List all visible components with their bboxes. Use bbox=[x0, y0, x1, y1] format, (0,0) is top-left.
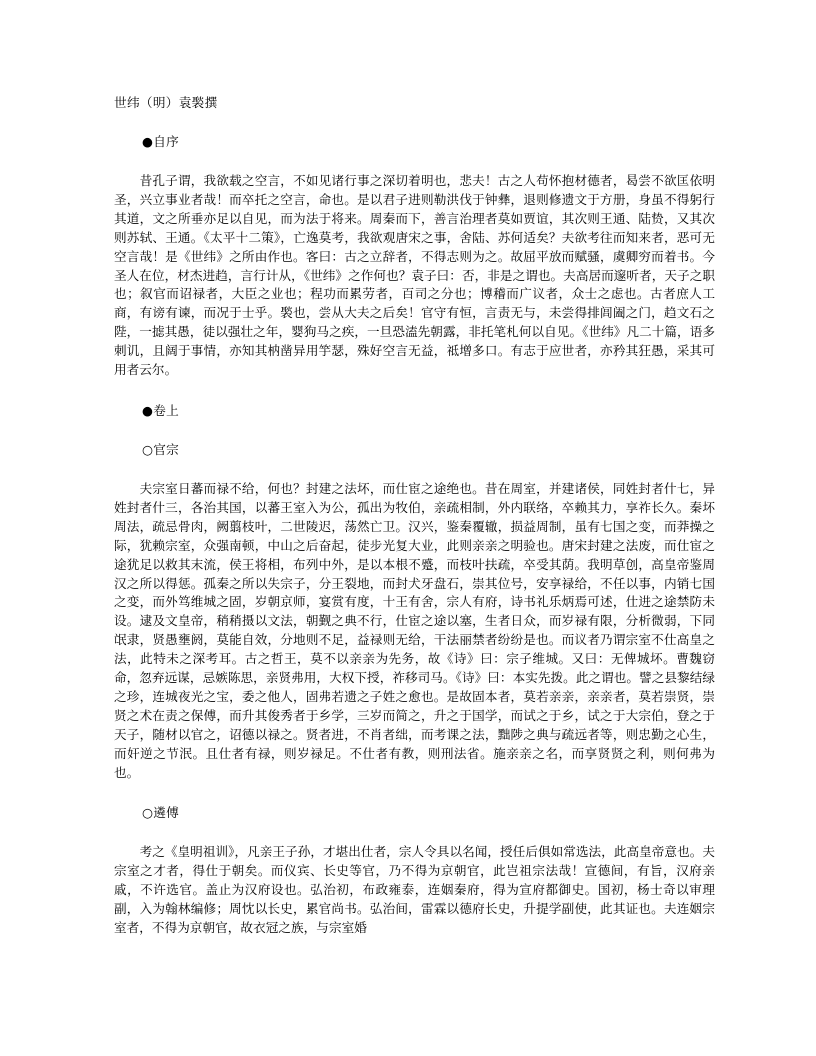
spacer bbox=[114, 822, 715, 843]
document-body bbox=[114, 93, 715, 938]
section-heading-linfu: ○遴傅 bbox=[142, 805, 180, 821]
spacer bbox=[114, 380, 715, 401]
section-heading-volume-upper: ●卷上 bbox=[142, 402, 180, 418]
page-title: 世纬（明）袁褧撰 bbox=[114, 95, 218, 110]
paragraph-guanzong-1: 夫宗室日蕃而禄不给，何也？封建之法坏，而仕宦之途绝也。昔在周室，并建诸侯，同姓封者什七，异姓封者什三，各治其国，以蕃王室入为公，孤出为牧伯，亲疏相制，外内联络，卒赖其力，享祚长久。秦坏周法，疏忌骨肉，阙翦枝叶，二世陵迟，荡然亡卫。汉兴，鉴秦覆辙，损益周制，虽有七国之变，而莽操之际，犹赖宗室，众强南顿，中山之后奋起，徒步光复大业，此则亲亲之明验也。唐宋封建之法废，而仕宦之途犹足以救其末流，侯王将相，布列中外，是以本根不蹙，而枝叶扶疏，卒受其荫。我明草创，高皇帝鉴周汉之所以得惩。孤秦之所以失宗子，分王裂地，而封犬牙盘石，崇其位号，安享禄给，不任以事，内销七国之变，而外笃维城之固，岁朝京师，宴赏有度，十王有舍，宗人有府，诗书礼乐炳焉可述，仕进之途禁防未设。逮及文皇帝，稍稍摄以文法，朝觐之典不行，仕宦之途以塞，生者日众，而岁禄有限，分析微弱，下同氓隶，贤愚壅阏，莫能自效，分地则不足，益禄则无给，干法丽禁者纷纷是也。而议者乃谓宗室不仕高皇之法，此特未之深考耳。古之哲王，莫不以亲亲为先务，故《诗》曰：宗子维城。又曰：无俾城坏。曹魏窃命，忽弃远谋，忌嫉陈思，亲贤弗用，大权下授，祚移司马。《诗》曰：本实先拨。此之谓也。譬之县黎结绿之珍，连城夜光之宝，委之他人，固弗若遗之子姓之愈也。是故固本者，莫若亲亲，亲亲者，莫若崇贤，崇贤之术在责之保傅，而升其俊秀者于乡学，三岁而简之，升之于国学，而试之于乡，试之于大宗伯，登之于天子，随材以官之，诏德以禄之。贤者进，不肖者绌，而考课之法，黜陟之典与疏远者等，则忠勤之心生，而奸逆之节泯。且仕者有禄，则岁禄足。不仕者有教，则刑法省。施亲亲之名，而享贤贤之利，则何弗为也。 bbox=[114, 480, 715, 780]
spacer bbox=[114, 151, 715, 172]
spacer bbox=[114, 112, 715, 132]
paragraph-preface-1: 昔孔子谓，我欲载之空言，不如见诸行事之深切着明也，悲夫！古之人苟怀抱材德者，曷尝不欲匡依明圣，兴立事业者哉！而卒托之空言，命也。是以君子进则勒洪伐于钟彝，退则修遗文于方册，身虽不得躬行其道，文之所垂亦足以自见，而为法于将来。周秦而下，善言治理者莫如贾谊，其次则王通、陆贽，又其次则苏轼、王通。《太平十二策》，亡逸莫考，我欲观唐宋之事，舍陆、苏何适矣？夫欲考往而知来者，恶可无空言哉！是《世纬》之所由作也。客曰：古之立辞者，不得志则为之。故屈平放而赋骚，虞卿穷而着书。今圣人在位，材杰进趋，言行计从，《世纬》之作何也？袁子曰：否，非是之谓也。夫高居而邃听者，天子之职也；叙官而诏禄者，大臣之业也；程功而累劳者，百司之分也；博稽而广议者，众士之虑也。古者庶人工商，有谤有谏，而况于士乎。褧也，尝从大夫之后矣！官守有恒，言责无与，未尝得排闾阖之门，趋文石之陛，一摅其愚，徒以强壮之年，婴狗马之疾，一旦恐溘先朝露，非托笔札何以自见。《世纬》凡二十篇，语多刺讥，且阔于事情，亦知其枘凿异用竽瑟，殊好空言无益，祗增多口。有志于应世者，亦矜其狂愚，采其可用者云尔。 bbox=[114, 173, 715, 378]
spacer bbox=[114, 782, 715, 803]
spacer bbox=[114, 459, 715, 480]
section-heading-preface: ●自序 bbox=[142, 134, 180, 149]
paragraph-linfu-1: 考之《皇明祖训》，凡亲王子孙，才堪出仕者，宗人令具以名闻，授任后俱如常选法，此高皇帝意也。夫宗室之才者，得仕于朝矣。而仪宾、长史等官，乃不得为京朝官，此岂祖宗法哉！宣德间，有旨，汉府亲戚，不许选官。盖止为汉府设也。弘治初，布政雍泰，连姻秦府，得为宣府都御史。国初，杨士奇以审理副，入为翰林编修；周忱以长史，累官尚书。弘治间，雷霖以德府长史，升提学副使，此其证也。夫连姻宗室者，不得为京朝官，故衣冠之族，与宗室婚 bbox=[114, 844, 715, 936]
spacer bbox=[114, 420, 715, 440]
section-heading-guanzong: ○官宗 bbox=[142, 441, 180, 457]
